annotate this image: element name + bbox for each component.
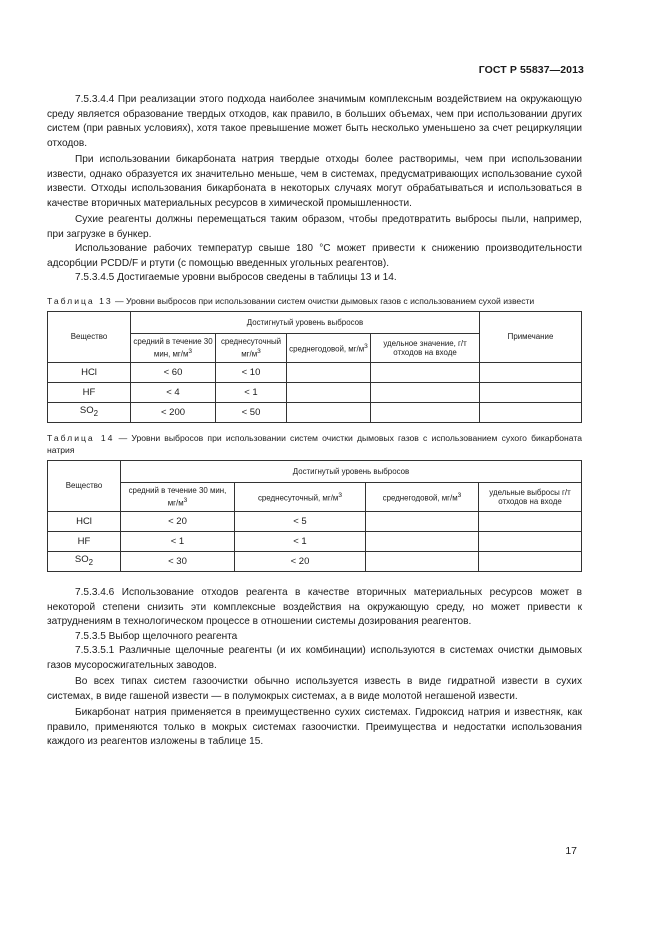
cell-substance: HCl [48, 363, 131, 383]
cell-value [371, 403, 480, 423]
header-daily: среднесуточный $мг/м^3$ [216, 334, 287, 363]
header-30min: средний в течение 30 мин, $мг/м^3$ [131, 334, 216, 363]
table-14-label: Таблица 14 [47, 433, 115, 443]
paragraph: Использование рабочих температур свыше 180 °С может привести к снижению производительности адсорбции PCDD/F и ртути (с помощью введенных угольных реагентов). [47, 243, 582, 269]
table-14-caption [47, 433, 582, 456]
table-row [48, 383, 582, 403]
table-14-title: — Уровни выбросов при использовании систем очистки дымовых газов с использованием сухого бикарбоната натрия [47, 433, 582, 455]
cell-value [287, 383, 371, 403]
cell-value [371, 383, 480, 403]
cell-value: < 30 [121, 552, 235, 572]
cell-value [287, 363, 371, 383]
cell-value [366, 512, 479, 532]
cell-value [366, 552, 479, 572]
cell-note [480, 403, 582, 423]
cell-value [366, 532, 479, 552]
paragraph: Сухие реагенты должны перемещаться таким образом, чтобы предотвратить выбросы пыли, например, при загрузке в бункер. [47, 214, 582, 240]
cell-value: < 200 [131, 403, 216, 423]
cell-value: < 1 [121, 532, 235, 552]
table-row [48, 363, 582, 383]
header-emission-level: Достигнутый уровень выбросов [131, 312, 480, 334]
cell-value: < 60 [131, 363, 216, 383]
cell-value [479, 552, 582, 572]
table-row [48, 403, 582, 423]
page-content [47, 93, 582, 750]
cell-value: < 50 [216, 403, 287, 423]
table-13-caption [47, 296, 582, 308]
table-row [48, 552, 582, 572]
paragraph: 7.5.3.4.5 Достигаемые уровни выбросов сведены в таблицы 13 и 14. [75, 272, 397, 283]
table-13-label: Таблица 13 [47, 295, 113, 306]
cell-value: < 1 [235, 532, 366, 552]
cell-value: < 20 [121, 512, 235, 532]
cell-substance: HCl [48, 512, 121, 532]
header-specific: удельное значение, г/т отходов на входе [371, 334, 480, 363]
page-number: 17 [565, 845, 577, 857]
paragraph: Во всех типах систем газоочистки обычно используется известь в виде гидратной извести в сухих системах, в виде гашеной извести — в полумокрых системах, а в виде молотой негашеной извести. [47, 676, 582, 702]
cell-substance: $SO_2$ [48, 403, 131, 423]
table-row [48, 532, 582, 552]
header-annual: среднегодовой, $мг/м^3$ [366, 483, 479, 512]
cell-value: < 1 [216, 383, 287, 403]
header-note: Примечание [480, 312, 582, 363]
cell-substance: HF [48, 383, 131, 403]
cell-value [479, 512, 582, 532]
paragraph: 7.5.3.4.6 Использование отходов реагента в качестве вторичных материальных ресурсов может в некоторой степени снизить эти комплексные воздействия на окружающую среду, но может привести к затруднениям в технологическом процессе в отношении системы дозирования реагентов. [47, 587, 582, 627]
header-substance: Вещество [48, 461, 121, 512]
header-specific: удельные выбросы г/т отходов на входе [479, 483, 582, 512]
table-13 [47, 311, 582, 423]
table-row [48, 512, 582, 532]
header-daily: среднесуточный, $мг/м^3$ [235, 483, 366, 512]
section-heading: 7.5.3.5 Выбор щелочного реагента [75, 630, 238, 642]
cell-substance: HF [48, 532, 121, 552]
header-annual: среднегодовой, $мг/м^3$ [287, 334, 371, 363]
cell-value: < 4 [131, 383, 216, 403]
cell-value: < 5 [235, 512, 366, 532]
header-emission-level: Достигнутый уровень выбросов [121, 461, 582, 483]
cell-note [480, 363, 582, 383]
cell-value [287, 403, 371, 423]
header-30min: средний в течение 30 мин, $мг/м^3$ [121, 483, 235, 512]
paragraph: При использовании бикарбоната натрия твердые отходы более растворимы, чем при использовании извести, однако образуется их значительно меньше, чем в системах, предусматривающих использование сухой извести. Отходы использования бикарбоната в некоторых случаях могут обрабатываться и использоваться в качестве вторичных материальных ресурсов в химической промышленности. [47, 154, 582, 209]
paragraph: Бикарбонат натрия применяется в преимущественно сухих системах. Гидроксид натрия и известняк, как правило, применяются только в мокрых системах газоочистки. Преимущества и недостатки использования каждого из реагентов изложены в таблице 15. [47, 707, 582, 747]
paragraph: 7.5.3.4.4 При реализации этого подхода наиболее значимым комплексным воздействием на окружающую среду является образование твердых отходов, как правило, в больших объемах, чем при использовании других систем (при равных условиях), хотя такое превышение может быть несколько уменьшено за счет рециркуляции отходов. [47, 94, 582, 149]
table-14 [47, 460, 582, 572]
cell-substance: $SO_2$ [48, 552, 121, 572]
table-13-title: — Уровни выбросов при использовании систем очистки дымовых газов с использованием сухой извести [112, 295, 535, 306]
document-number: ГОСТ Р 55837—2013 [478, 64, 584, 76]
header-substance: Вещество [48, 312, 131, 363]
cell-value: < 20 [235, 552, 366, 572]
cell-note [480, 383, 582, 403]
cell-value [371, 363, 480, 383]
paragraph: 7.5.3.5.1 Различные щелочные реагенты (и их комбинации) используются в системах очистки дымовых газов мусоросжигательных заводов. [47, 645, 582, 671]
cell-value [479, 532, 582, 552]
cell-value: < 10 [216, 363, 287, 383]
